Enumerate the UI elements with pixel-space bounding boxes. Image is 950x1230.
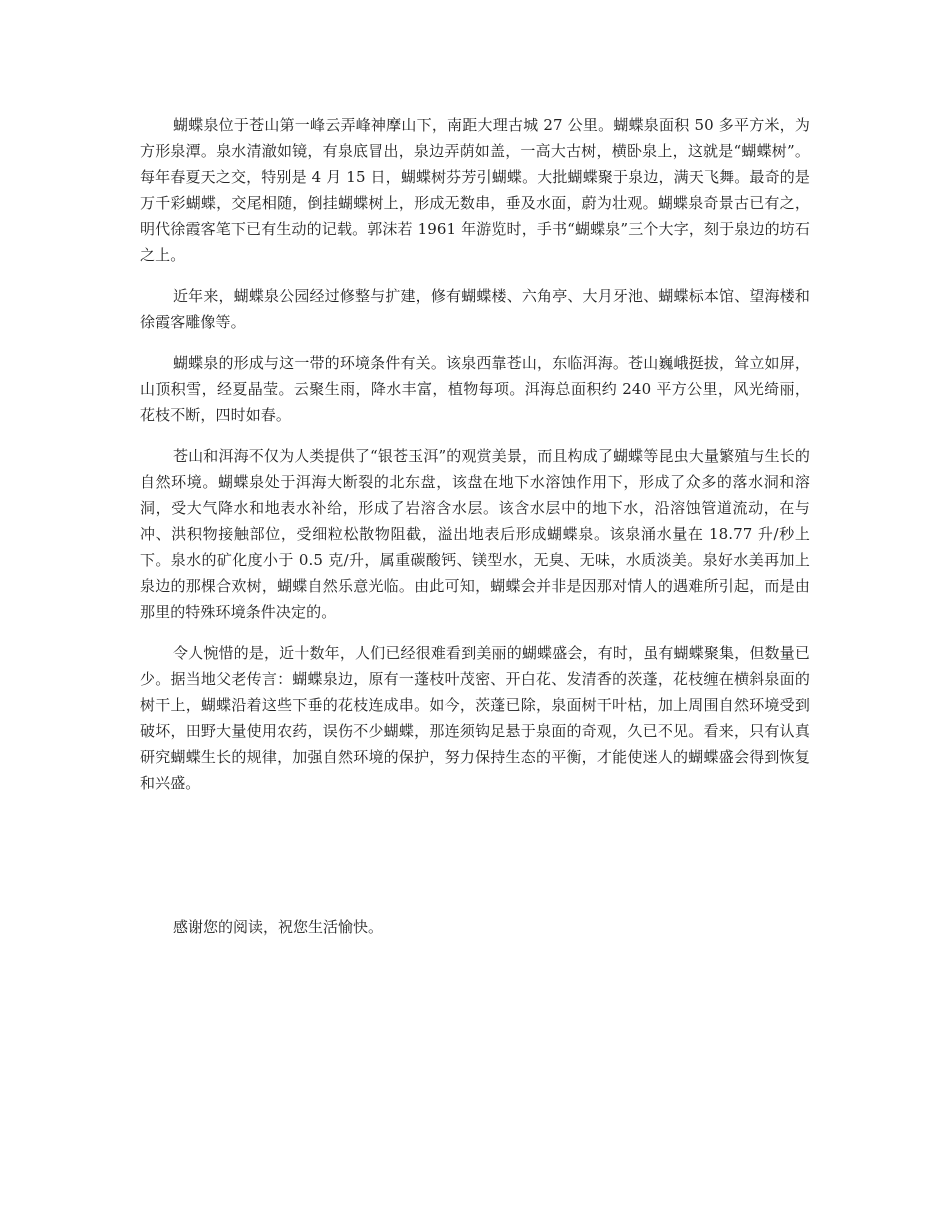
paragraph-park-facilities: 近年来，蝴蝶泉公园经过修整与扩建，修有蝴蝶楼、六角亭、大月牙池、蝴蝶标本馆、望海楼和徐霞客雕像等。: [140, 287, 810, 331]
closing-line: 感谢您的阅读，祝您生活愉快。: [173, 918, 384, 936]
paragraph-location: 蝴蝶泉位于苍山第一峰云弄峰神摩山下，南距大理古城 27 公里。蝴蝶泉面积 50 多平方米，为方形泉潭。泉水清澈如镜，有泉底冒出，泉边弄荫如盖，一高大古树，横卧泉上，这就是“蝴蝶树”。每年春夏天之交，特别是 4 月 15 日，蝴蝶树芬芳引蝴蝶。大批蝴蝶聚于泉边，满天飞舞。最奇的是万千彩蝴蝶，交尾相随，倒挂蝴蝶树上，形成无数串，垂及水面，蔚为壮观。蝴蝶泉奇景古已有之，明代徐霞客笔下已有生动的记载。郭沫若 1961 年游览时，手书“蝴蝶泉”三个大字，刻于泉边的坊石之上。: [140, 116, 810, 264]
paragraph-geology: 苍山和洱海不仅为人类提供了“银苍玉洱”的观赏美景，而且构成了蝴蝶等昆虫大量繁殖与生长的自然环境。蝴蝶泉处于洱海大断裂的北东盘，该盘在地下水溶蚀作用下，形成了众多的落水洞和溶洞，受大气降水和地表水补给，形成了岩溶含水层。该含水层中的地下水，沿溶蚀管道流动，在与冲、洪积物接触部位，受细粒松散物阻截，溢出地表后形成蝴蝶泉。该泉涌水量在 18.77 升/秒上下。泉水的矿化度小于 0.5 克/升，属重碳酸钙、镁型水，无臭、无味，水质淡美。泉好水美再加上泉边的那棵合欢树，蝴蝶自然乐意光临。由此可知，蝴蝶会并非是因那对情人的遇难所引起，而是由那里的特殊环境条件决定的。: [140, 447, 810, 621]
paragraph-environment: 蝴蝶泉的形成与这一带的环境条件有关。该泉西靠苍山，东临洱海。苍山巍峨挺拔，耸立如屏，山顶积雪，经夏晶莹。云聚生雨，降水丰富，植物每项。洱海总面积约 240 平方公里，风光绮丽，花枝不断，四时如春。: [140, 354, 810, 424]
paragraph-decline: 令人惋惜的是，近十数年，人们已经很难看到美丽的蝴蝶盛会，有时，虽有蝴蝶聚集，但数量已少。据当地父老传言：蝴蝶泉边，原有一蓬枝叶茂密、开白花、发清香的茨蓬，花枝缠在横斜泉面的树干上，蝴蝶沿着这些下垂的花枝连成串。如今，茨蓬已除，泉面树干叶枯，加上周围自然环境受到破坏，田野大量使用农药，误伤不少蝴蝶，那连须钩足悬于泉面的奇观，久已不见。看来，只有认真研究蝴蝶生长的规律，加强自然环境的保护，努力保持生态的平衡，才能使迷人的蝴蝶盛会得到恢复和兴盛。: [140, 644, 810, 792]
document-body: [140, 112, 810, 811]
